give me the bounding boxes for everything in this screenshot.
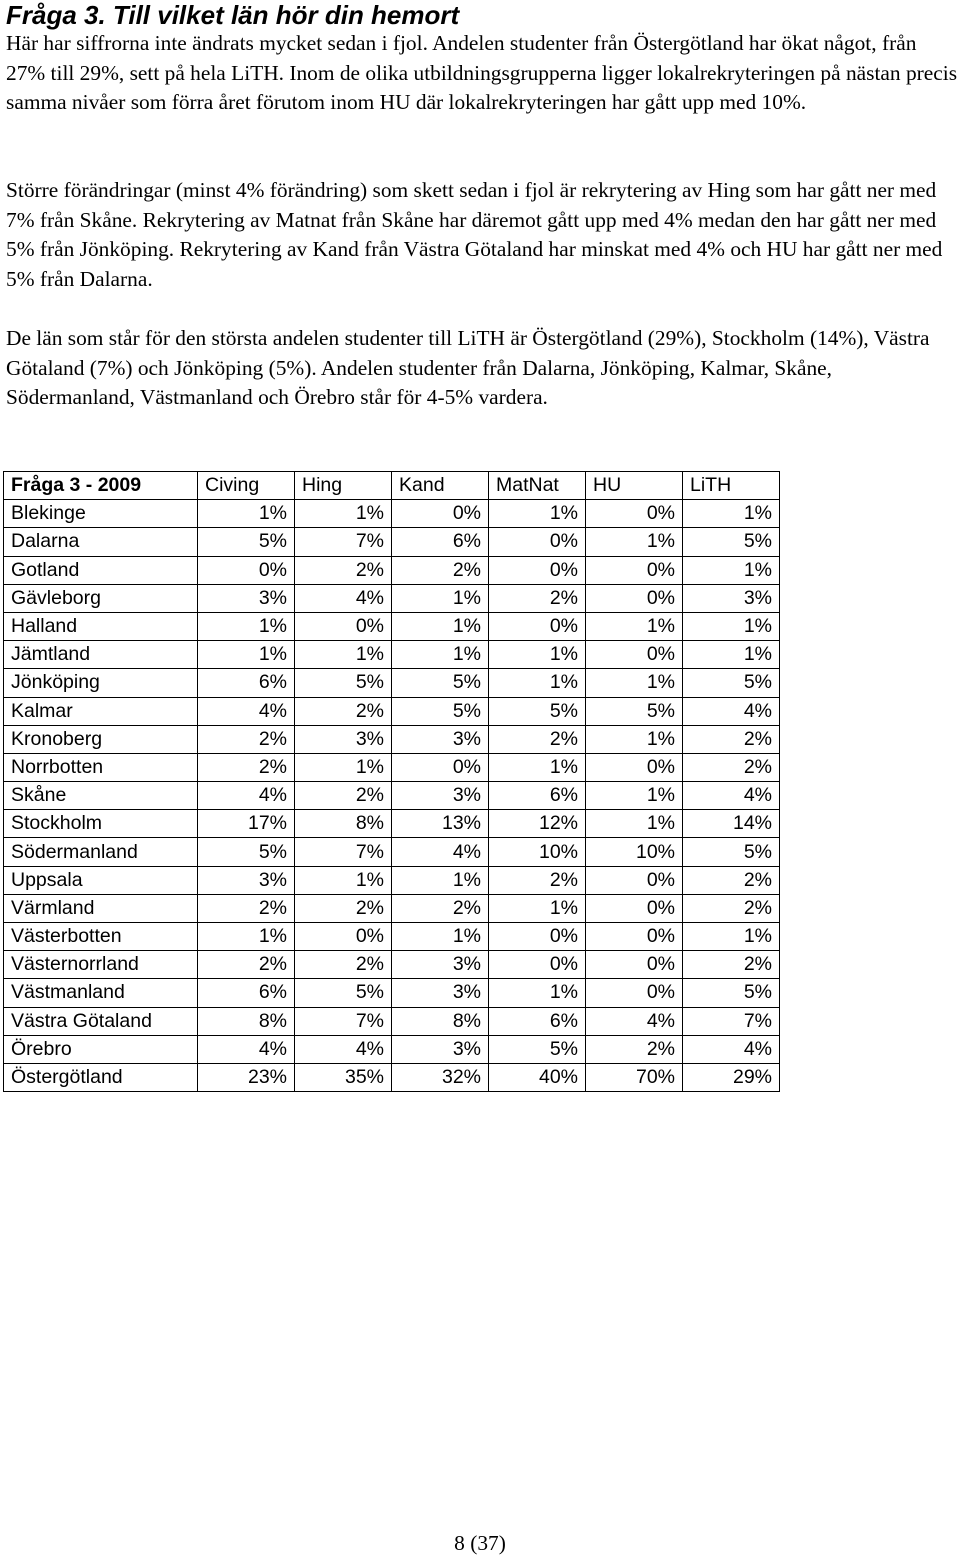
- percent-cell: 0%: [295, 612, 392, 640]
- table-row: [4, 979, 780, 1007]
- percent-cell: 6%: [392, 528, 489, 556]
- table-row: [4, 753, 780, 781]
- percent-cell: 1%: [683, 556, 780, 584]
- percent-cell: 2%: [198, 894, 295, 922]
- percent-cell: 0%: [489, 528, 586, 556]
- paragraph-changes: Större förändringar (minst 4% förändring) som skett sedan i fjol är rekrytering av Hing som har gått ner med 7% från Skåne. Rekrytering av Matnat från Skåne har däremot gått upp med 4% medan den har gått ner med 5% från Jönköping. Rekrytering av Kand från Västra Götaland har minskat med 4% och HU har gått ner med 5% från Dalarna.: [6, 178, 943, 291]
- percent-cell: 3%: [392, 951, 489, 979]
- percent-cell: 14%: [683, 810, 780, 838]
- percent-cell: 23%: [198, 1063, 295, 1091]
- percent-cell: 2%: [586, 1035, 683, 1063]
- county-name-cell: Stockholm: [4, 810, 198, 838]
- percent-cell: 6%: [198, 979, 295, 1007]
- county-name-cell: Södermanland: [4, 838, 198, 866]
- table-row: [4, 838, 780, 866]
- percent-cell: 1%: [683, 641, 780, 669]
- table-row: [4, 866, 780, 894]
- county-name-cell: Kalmar: [4, 697, 198, 725]
- percent-cell: 2%: [683, 951, 780, 979]
- percent-cell: 1%: [392, 866, 489, 894]
- table-row: [4, 641, 780, 669]
- percent-cell: 7%: [295, 528, 392, 556]
- county-name-cell: Gävleborg: [4, 584, 198, 612]
- percent-cell: 8%: [198, 1007, 295, 1035]
- table-row: [4, 810, 780, 838]
- percent-cell: 3%: [392, 979, 489, 1007]
- percent-cell: 6%: [489, 782, 586, 810]
- percent-cell: 3%: [295, 725, 392, 753]
- table-row: [4, 697, 780, 725]
- percent-cell: 8%: [295, 810, 392, 838]
- table-row: [4, 612, 780, 640]
- column-header: HU: [586, 472, 683, 500]
- percent-cell: 1%: [198, 641, 295, 669]
- percent-cell: 4%: [683, 782, 780, 810]
- percent-cell: 0%: [586, 500, 683, 528]
- percent-cell: 2%: [295, 951, 392, 979]
- table-row: [4, 894, 780, 922]
- percent-cell: 8%: [392, 1007, 489, 1035]
- table-row: [4, 725, 780, 753]
- table-body: [4, 500, 780, 1092]
- table-row: [4, 669, 780, 697]
- percent-cell: 5%: [198, 838, 295, 866]
- percent-cell: 2%: [295, 556, 392, 584]
- table-row: [4, 951, 780, 979]
- table-row: [4, 1063, 780, 1091]
- percent-cell: 4%: [295, 1035, 392, 1063]
- table-row: [4, 528, 780, 556]
- percent-cell: 7%: [295, 1007, 392, 1035]
- percent-cell: 70%: [586, 1063, 683, 1091]
- percent-cell: 6%: [489, 1007, 586, 1035]
- percent-cell: 5%: [683, 669, 780, 697]
- percent-cell: 4%: [198, 782, 295, 810]
- table-row: [4, 1007, 780, 1035]
- county-name-cell: Kronoberg: [4, 725, 198, 753]
- percent-cell: 5%: [683, 838, 780, 866]
- county-name-cell: Norrbotten: [4, 753, 198, 781]
- percent-cell: 2%: [683, 725, 780, 753]
- table-corner-label: Fråga 3 - 2009: [4, 472, 198, 500]
- percent-cell: 17%: [198, 810, 295, 838]
- percent-cell: 0%: [586, 951, 683, 979]
- percent-cell: 0%: [489, 951, 586, 979]
- percent-cell: 29%: [683, 1063, 780, 1091]
- percent-cell: 5%: [392, 669, 489, 697]
- percent-cell: 4%: [198, 1035, 295, 1063]
- table-row: [4, 500, 780, 528]
- column-header: Hing: [295, 472, 392, 500]
- table-row: [4, 556, 780, 584]
- page-heading: Fråga 3. Till vilket län hör din hemort: [6, 0, 460, 30]
- percent-cell: 1%: [586, 725, 683, 753]
- percent-cell: 10%: [489, 838, 586, 866]
- percent-cell: 1%: [295, 500, 392, 528]
- paragraph-summary: De län som står för den största andelen studenter till LiTH är Östergötland (29%), Stockholm (14%), Västra Götaland (7%) och Jönköping (5%). Andelen studenter från Dalarna, Jönköping, Kalmar, Skåne, Södermanland, Västmanland och Örebro står för 4-5% vardera.: [6, 326, 930, 410]
- percent-cell: 3%: [392, 782, 489, 810]
- percent-cell: 1%: [586, 528, 683, 556]
- percent-cell: 2%: [489, 725, 586, 753]
- county-name-cell: Halland: [4, 612, 198, 640]
- column-header: LiTH: [683, 472, 780, 500]
- percent-cell: 4%: [392, 838, 489, 866]
- county-name-cell: Gotland: [4, 556, 198, 584]
- percent-cell: 1%: [489, 753, 586, 781]
- percent-cell: 1%: [198, 923, 295, 951]
- county-name-cell: Blekinge: [4, 500, 198, 528]
- percent-cell: 1%: [586, 810, 683, 838]
- percent-cell: 1%: [295, 866, 392, 894]
- percent-cell: 6%: [198, 669, 295, 697]
- percent-cell: 2%: [489, 584, 586, 612]
- percent-cell: 3%: [392, 725, 489, 753]
- percent-cell: 13%: [392, 810, 489, 838]
- county-name-cell: Dalarna: [4, 528, 198, 556]
- percent-cell: 3%: [198, 584, 295, 612]
- county-name-cell: Västerbotten: [4, 923, 198, 951]
- percent-cell: 2%: [683, 894, 780, 922]
- percent-cell: 5%: [489, 697, 586, 725]
- percent-cell: 1%: [489, 641, 586, 669]
- county-name-cell: Västra Götaland: [4, 1007, 198, 1035]
- percent-cell: 1%: [586, 612, 683, 640]
- county-name-cell: Örebro: [4, 1035, 198, 1063]
- percent-cell: 0%: [489, 923, 586, 951]
- county-name-cell: Jämtland: [4, 641, 198, 669]
- percent-cell: 1%: [489, 979, 586, 1007]
- percent-cell: 3%: [198, 866, 295, 894]
- percent-cell: 1%: [392, 612, 489, 640]
- column-header: Civing: [198, 472, 295, 500]
- table-row: [4, 782, 780, 810]
- percent-cell: 4%: [295, 584, 392, 612]
- percent-cell: 4%: [683, 1035, 780, 1063]
- percent-cell: 1%: [198, 612, 295, 640]
- percent-cell: 0%: [586, 979, 683, 1007]
- percent-cell: 2%: [683, 753, 780, 781]
- percent-cell: 1%: [683, 923, 780, 951]
- county-name-cell: Västmanland: [4, 979, 198, 1007]
- percent-cell: 2%: [198, 951, 295, 979]
- percent-cell: 0%: [586, 866, 683, 894]
- percent-cell: 2%: [295, 697, 392, 725]
- percent-cell: 0%: [489, 556, 586, 584]
- percent-cell: 1%: [489, 894, 586, 922]
- percent-cell: 1%: [683, 612, 780, 640]
- percent-cell: 2%: [198, 725, 295, 753]
- page-number: 8 (37): [454, 1531, 506, 1555]
- county-name-cell: Skåne: [4, 782, 198, 810]
- percent-cell: 1%: [198, 500, 295, 528]
- percent-cell: 1%: [295, 753, 392, 781]
- county-name-cell: Uppsala: [4, 866, 198, 894]
- table-row: [4, 584, 780, 612]
- percent-cell: 2%: [295, 894, 392, 922]
- percent-cell: 5%: [198, 528, 295, 556]
- paragraph-intro: Här har siffrorna inte ändrats mycket sedan i fjol. Andelen studenter från Östergötland har ökat något, från 27% till 29%, sett på hela LiTH. Inom de olika utbildningsgrupperna ligger lokalrekryteringen på nästan precis samma nivåer som förra året förutom inom HU där lokalrekryteringen har gått upp med 10%.: [6, 31, 958, 115]
- percent-cell: 1%: [392, 584, 489, 612]
- percent-cell: 0%: [586, 894, 683, 922]
- percent-cell: 5%: [683, 528, 780, 556]
- percent-cell: 0%: [198, 556, 295, 584]
- percent-cell: 3%: [392, 1035, 489, 1063]
- percent-cell: 32%: [392, 1063, 489, 1091]
- percent-cell: 5%: [683, 979, 780, 1007]
- county-table: [3, 471, 780, 1092]
- percent-cell: 1%: [489, 500, 586, 528]
- county-name-cell: Värmland: [4, 894, 198, 922]
- county-name-cell: Jönköping: [4, 669, 198, 697]
- percent-cell: 0%: [586, 556, 683, 584]
- percent-cell: 2%: [683, 866, 780, 894]
- percent-cell: 2%: [489, 866, 586, 894]
- percent-cell: 2%: [392, 556, 489, 584]
- column-header: MatNat: [489, 472, 586, 500]
- percent-cell: 0%: [586, 584, 683, 612]
- percent-cell: 7%: [683, 1007, 780, 1035]
- county-name-cell: Östergötland: [4, 1063, 198, 1091]
- percent-cell: 1%: [683, 500, 780, 528]
- percent-cell: 4%: [586, 1007, 683, 1035]
- percent-cell: 3%: [683, 584, 780, 612]
- percent-cell: 1%: [489, 669, 586, 697]
- percent-cell: 0%: [295, 923, 392, 951]
- table-row: [4, 1035, 780, 1063]
- percent-cell: 2%: [392, 894, 489, 922]
- percent-cell: 5%: [295, 979, 392, 1007]
- percent-cell: 5%: [392, 697, 489, 725]
- percent-cell: 2%: [198, 753, 295, 781]
- table-row: [4, 923, 780, 951]
- percent-cell: 1%: [392, 641, 489, 669]
- percent-cell: 0%: [489, 612, 586, 640]
- percent-cell: 5%: [586, 697, 683, 725]
- percent-cell: 10%: [586, 838, 683, 866]
- percent-cell: 0%: [586, 641, 683, 669]
- percent-cell: 1%: [586, 669, 683, 697]
- percent-cell: 35%: [295, 1063, 392, 1091]
- percent-cell: 5%: [489, 1035, 586, 1063]
- percent-cell: 7%: [295, 838, 392, 866]
- percent-cell: 0%: [392, 500, 489, 528]
- column-header: Kand: [392, 472, 489, 500]
- percent-cell: 1%: [392, 923, 489, 951]
- percent-cell: 0%: [392, 753, 489, 781]
- percent-cell: 40%: [489, 1063, 586, 1091]
- percent-cell: 1%: [295, 641, 392, 669]
- county-name-cell: Västernorrland: [4, 951, 198, 979]
- percent-cell: 0%: [586, 923, 683, 951]
- percent-cell: 4%: [198, 697, 295, 725]
- percent-cell: 4%: [683, 697, 780, 725]
- percent-cell: 1%: [586, 782, 683, 810]
- percent-cell: 12%: [489, 810, 586, 838]
- table-header-row: [4, 472, 780, 500]
- percent-cell: 0%: [586, 753, 683, 781]
- percent-cell: 2%: [295, 782, 392, 810]
- percent-cell: 5%: [295, 669, 392, 697]
